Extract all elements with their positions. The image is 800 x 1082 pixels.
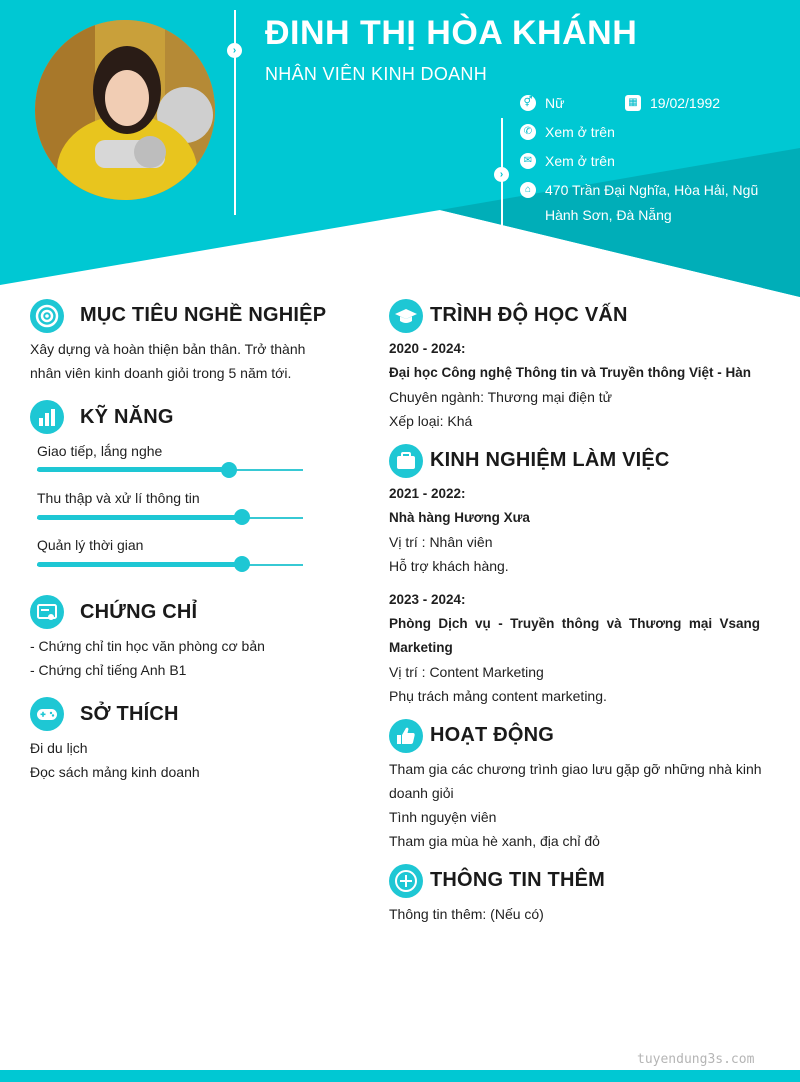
education-title: TRÌNH ĐỘ HỌC VẤN [430, 304, 628, 326]
hobby-item: Đi du lịch [30, 740, 88, 756]
candidate-name: ĐINH THỊ HÒA KHÁNH [265, 14, 638, 52]
education-grade: Xếp loại: Khá [389, 413, 473, 429]
email-value: Xem ở trên [545, 153, 615, 169]
skill-bar-handle [234, 556, 250, 572]
activity-line: Tham gia các chương trình giao lưu gặp gỡ những nhà kinh [389, 761, 762, 777]
footer-bar [0, 1070, 800, 1082]
job-period: 2023 - 2024: [389, 592, 466, 607]
address-line-2: Hành Sơn, Đà Nẵng [545, 207, 672, 223]
gender-icon: ⚥ [520, 95, 536, 111]
activities-title: HOẠT ĐỘNG [430, 724, 555, 746]
phone-icon: ✆ [520, 124, 536, 140]
bar-chart-icon [30, 400, 64, 434]
phone-value: Xem ở trên [545, 124, 615, 140]
additional-info-text: Thông tin thêm: (Nếu có) [389, 906, 544, 922]
education-period: 2020 - 2024: [389, 341, 466, 356]
skill-label: Giao tiếp, lắng nghe [37, 443, 163, 459]
candidate-role: NHÂN VIÊN KINH DOANH [265, 64, 488, 84]
activity-line: doanh giỏi [389, 785, 454, 801]
home-icon: ⌂ [520, 182, 536, 198]
job-company: Nhà hàng Hương Xưa [389, 510, 530, 525]
job-period: 2021 - 2022: [389, 486, 466, 501]
job-company-line-2: Marketing [389, 640, 453, 655]
skill-label: Thu thập và xử lí thông tin [37, 490, 200, 506]
chevron-right-icon: › [227, 43, 242, 58]
thumbs-up-icon [389, 719, 423, 753]
briefcase-icon [389, 444, 423, 478]
additional-info-title: THÔNG TIN THÊM [430, 869, 606, 891]
address-line-1: 470 Trần Đại Nghĩa, Hòa Hải, Ngũ [545, 182, 759, 198]
skill-label: Quản lý thời gian [37, 537, 144, 553]
education-major: Chuyên ngành: Thương mại điện tử [389, 389, 613, 405]
skill-bar-fill [37, 562, 242, 567]
skills-title: KỸ NĂNG [80, 406, 174, 428]
birthdate-value: 19/02/1992 [650, 95, 721, 111]
skill-bar-handle [221, 462, 237, 478]
job-position: Vị trí : Nhân viên [389, 534, 493, 550]
gamepad-icon [30, 697, 64, 731]
skill-bar-fill [37, 467, 230, 472]
email-icon: ✉ [520, 153, 536, 169]
header-divider-line [234, 10, 236, 215]
skill-bar-fill [37, 515, 242, 520]
certificate-item: - Chứng chỉ tiếng Anh B1 [30, 662, 187, 678]
skill-bar-handle [234, 509, 250, 525]
gender-value: Nữ [545, 95, 565, 111]
chevron-right-icon: › [494, 167, 509, 182]
hobbies-title: SỞ THÍCH [80, 703, 179, 725]
education-school: Đại học Công nghệ Thông tin và Truyền thông Việt - Hàn [389, 365, 752, 380]
objective-line-2: nhân viên kinh doanh giỏi trong 5 năm tới. [30, 365, 292, 381]
certificates-title: CHỨNG CHỈ [80, 601, 198, 623]
hobby-item: Đọc sách mảng kinh doanh [30, 764, 200, 780]
objective-title: MỤC TIÊU NGHỀ NGHIỆP [80, 304, 327, 326]
activity-line: Tham gia mùa hè xanh, địa chỉ đỏ [389, 833, 600, 849]
job-description: Hỗ trợ khách hàng. [389, 558, 509, 574]
certificate-item: - Chứng chỉ tin học văn phòng cơ bản [30, 638, 265, 654]
watermark: tuyendung3s.com [637, 1052, 755, 1067]
target-icon [30, 299, 64, 333]
experience-title: KINH NGHIỆM LÀM VIỆC [430, 449, 670, 471]
objective-line-1: Xây dựng và hoàn thiện bản thân. Trở thành [30, 341, 306, 357]
job-description: Phụ trách mảng content marketing. [389, 688, 607, 704]
graduation-cap-icon [389, 299, 423, 333]
plus-icon [389, 864, 423, 898]
job-company: Phòng Dịch vụ - Truyền thông và Thương mại Vsang [389, 616, 760, 631]
avatar [35, 20, 215, 200]
certificate-icon [30, 595, 64, 629]
job-position: Vị trí : Content Marketing [389, 664, 544, 680]
activity-line: Tình nguyện viên [389, 809, 497, 825]
calendar-icon: ▦ [625, 95, 641, 111]
